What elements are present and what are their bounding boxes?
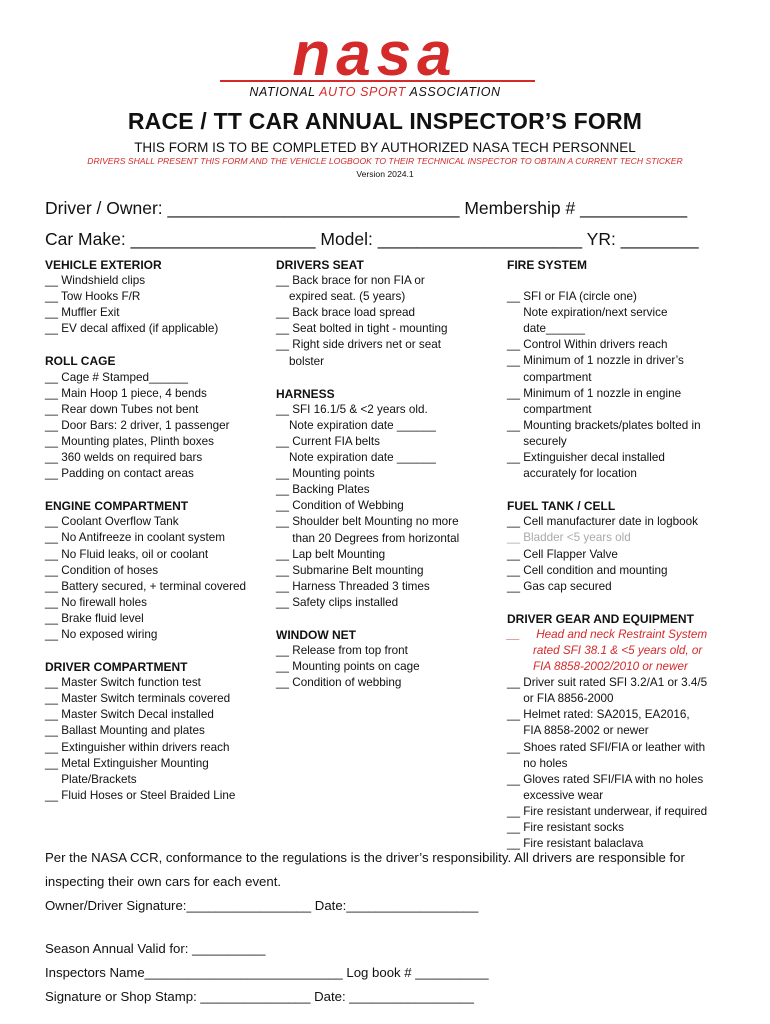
checklist-item: rated SFI 38.1 & <5 years old, or <box>507 643 703 657</box>
checklist-item: __ Back brace for non FIA or <box>276 274 425 288</box>
checklist-item: date______ <box>507 322 585 336</box>
season-valid-line[interactable]: Season Annual Valid for: __________ <box>45 941 266 956</box>
checklist-item: __ Backing Plates <box>276 483 370 497</box>
checklist-item: __ Extinguisher decal installed <box>507 451 665 465</box>
ccr-statement-cont: inspecting their own cars for each event. <box>45 874 282 889</box>
checklist-item: Plate/Brackets <box>45 772 137 786</box>
nasa-logo-mark <box>205 30 545 100</box>
checklist-item: __ Mounting plates, Plinth boxes <box>45 434 214 448</box>
checklist-item: __ Fire resistant underwear, if required <box>507 804 708 818</box>
checklist-item: Note expiration date ______ <box>276 451 436 465</box>
checklist-item: __ Lap belt Mounting <box>276 547 386 561</box>
signature-stamp-line[interactable]: Signature or Shop Stamp: _______________ Date: _________________ <box>45 989 474 1004</box>
checklist-item: __ Minimum of 1 nozzle in engine <box>507 386 682 400</box>
checklist-item: __ EV decal affixed (if applicable) <box>45 322 219 336</box>
section-heading: DRIVERS SEAT <box>276 258 364 272</box>
checklist-item: __ Release from top front <box>276 644 408 658</box>
checklist-item: __ Master Switch Decal installed <box>45 708 214 722</box>
checklist-item: __ Muffler Exit <box>45 306 120 320</box>
roll-cage-list <box>45 370 246 483</box>
checklist-item: __ Driver suit rated SFI 3.2/A1 or 3.4/5 <box>507 676 708 690</box>
checklist-item: __ Main Hoop 1 piece, 4 bends <box>45 386 207 400</box>
logo-word: nasa <box>292 30 458 89</box>
checklist-item: __ Door Bars: 2 driver, 1 passenger <box>45 418 230 432</box>
driver-compartment-list <box>45 675 246 804</box>
checklist-item: __ Ballast Mounting and plates <box>45 724 205 738</box>
section-heading: DRIVER COMPARTMENT <box>45 660 188 675</box>
checklist-item: compartment <box>507 402 592 416</box>
checklist-item: __ Right side drivers net or seat <box>276 338 442 352</box>
checklist-item: __ 360 welds on required bars <box>45 451 203 465</box>
checklist-item: __ Padding on contact areas <box>45 467 194 481</box>
checklist-item: __ No Fluid leaks, oil or coolant <box>45 547 209 561</box>
checklist-item: __ Metal Extinguisher Mounting <box>45 756 209 770</box>
section-heading: HARNESS <box>276 386 335 401</box>
checklist-item: __ Minimum of 1 nozzle in driver’s <box>507 354 684 368</box>
checklist-item: __ Extinguisher within drivers reach <box>45 740 230 754</box>
checklist-item: __ No exposed wiring <box>45 627 158 641</box>
checklist-item: __ Shoulder belt Mounting no more <box>276 515 459 529</box>
checklist-item: __ Master Switch function test <box>45 676 201 690</box>
drivers-seat-list <box>276 273 459 370</box>
fuel-cell-list <box>507 514 707 594</box>
inspector-name-line[interactable]: Inspectors Name___________________________ Log book # __________ <box>45 965 489 980</box>
vehicle-exterior-list <box>45 273 246 337</box>
checklist-item: __ Submarine Belt mounting <box>276 563 424 577</box>
checklist-item: no holes <box>507 756 568 770</box>
section-heading: FUEL TANK / CELL <box>507 499 616 514</box>
checklist-item: __ Current FIA belts <box>276 434 380 448</box>
section-heading: WINDOW NET <box>276 627 356 642</box>
checklist-item: or FIA 8856-2000 <box>507 692 614 706</box>
checklist-item: __ Mounting points on cage <box>276 660 420 674</box>
section-heading: VEHICLE EXTERIOR <box>45 258 162 272</box>
checklist-item: __ Safety clips installed <box>276 595 399 609</box>
logo-subtitle: NATIONAL AUTO SPORT ASSOCIATION <box>249 85 501 99</box>
checklist-item: __ Mounting brackets/plates bolted in <box>507 418 701 432</box>
checklist-item: __ Coolant Overflow Tank <box>45 515 179 529</box>
checklist-item: __ Back brace load spread <box>276 306 416 320</box>
checklist-item: __ Brake fluid level <box>45 611 144 625</box>
checklist-item: __ Gloves rated SFI/FIA with no holes <box>507 772 704 786</box>
checklist-item: __ Control Within drivers reach <box>507 338 668 352</box>
checklist-item: __ Fluid Hoses or Steel Braided Line <box>45 788 236 802</box>
checklist-item: __ Seat bolted in tight - mounting <box>276 322 448 336</box>
checklist-item: __ Fire resistant socks <box>507 821 624 834</box>
checklist-item: __ No Antifreeze in coolant system <box>45 531 225 545</box>
form-subtitle: THIS FORM IS TO BE COMPLETED BY AUTHORIZED NASA TECH PERSONNEL <box>134 140 636 155</box>
checklist-item: Note expiration date ______ <box>276 418 436 432</box>
checklist-item: __ Rear down Tubes not bent <box>45 402 199 416</box>
head-neck-restraint-list <box>507 627 707 675</box>
form-notice: DRIVERS SHALL PRESENT THIS FORM AND THE VEHICLE LOGBOOK TO THEIR TECHNICAL INSPECTOR TO OBTAIN A CURRENT TECH STICKER <box>87 156 683 166</box>
nasa-logo <box>205 30 545 100</box>
checklist-item: than 20 Degrees from horizontal <box>276 531 460 545</box>
checklist-item: __ Condition of hoses <box>45 563 159 577</box>
checklist-item: excessive wear <box>507 788 604 802</box>
checklist-item: __ Cell Flapper Valve <box>507 547 618 561</box>
section-heading: FIRE SYSTEM <box>507 258 588 272</box>
driver-owner-line[interactable]: Driver / Owner: ______________________________ Membership # ___________ <box>45 198 688 218</box>
checklist-item: compartment <box>507 370 592 384</box>
owner-signature-line[interactable]: Owner/Driver Signature:_________________ Date:__________________ <box>45 898 479 913</box>
checklist-item: __ Cage # Stamped______ <box>45 370 188 384</box>
checklist-item: __ Tow Hooks F/R <box>45 290 141 304</box>
checklist-item: __ Bladder <5 years old <box>507 531 631 545</box>
checklist-item: __ Master Switch terminals covered <box>45 692 231 706</box>
column-middle <box>276 257 459 691</box>
engine-compartment-list <box>45 514 246 643</box>
window-net-list <box>276 643 459 691</box>
checklist-item: __ Gas cap secured <box>507 579 612 593</box>
checklist-item: __ Condition of Webbing <box>276 499 404 513</box>
checklist-item: expired seat. (5 years) <box>276 290 406 304</box>
driver-gear-list <box>507 675 707 852</box>
checklist-item: Note expiration/next service <box>507 306 668 320</box>
checklist-item: __ Shoes rated SFI/FIA or leather with <box>507 740 706 754</box>
form-version: Version 2024.1 <box>356 169 414 179</box>
column-left <box>45 257 246 804</box>
section-heading: ROLL CAGE <box>45 354 116 369</box>
section-heading: DRIVER GEAR AND EQUIPMENT <box>507 611 694 626</box>
fire-system-list <box>507 289 707 482</box>
form-title: RACE / TT CAR ANNUAL INSPECTOR’S FORM <box>127 108 643 134</box>
checklist-item: accurately for location <box>507 467 637 481</box>
checklist-item: securely <box>507 434 567 448</box>
checklist-item: bolster <box>276 354 325 368</box>
car-make-line[interactable]: Car Make: ___________________ Model: _____________________ YR: ________ <box>45 229 699 249</box>
checklist-item: __ Helmet rated: SA2015, EA2016, <box>507 708 690 722</box>
checklist-item: __ Harness Threaded 3 times <box>276 579 430 593</box>
checklist-item: __ Cell manufacturer date in logbook <box>507 515 699 529</box>
ccr-statement: Per the NASA CCR, conformance to the regulations is the driver’s responsibility. All drivers are responsible for <box>45 850 685 865</box>
checklist-item: FIA 8858-2002/2010 or newer <box>507 660 688 674</box>
section-heading: ENGINE COMPARTMENT <box>45 499 189 514</box>
checklist-item: __ Battery secured, + terminal covered <box>45 579 247 593</box>
harness-list <box>276 402 459 611</box>
checklist-item: __ Cell condition and mounting <box>507 563 668 577</box>
checklist-item: __ SFI or FIA (circle one) <box>507 290 637 304</box>
checklist-item: __ Condition of webbing <box>276 676 402 690</box>
checklist-item: __ Mounting points <box>276 467 375 481</box>
checklist-item: __ Fire resistant balaclava <box>507 837 644 851</box>
checklist-item: __ Head and neck Restraint System <box>507 627 708 641</box>
checklist-item: __ SFI 16.1/5 & <2 years old. <box>276 402 428 416</box>
checklist-item: __ No firewall holes <box>45 595 147 609</box>
checklist-item: FIA 8858-2002 or newer <box>507 724 649 738</box>
checklist-item: __ Windshield clips <box>45 274 146 288</box>
column-right <box>507 257 707 852</box>
